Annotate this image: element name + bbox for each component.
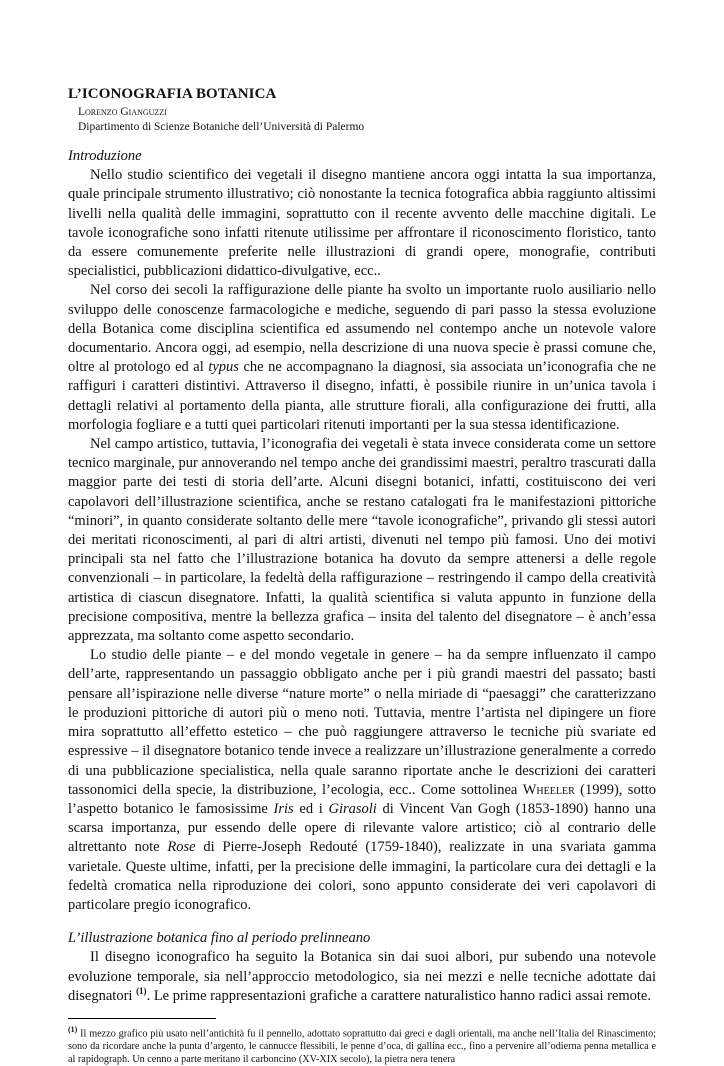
footnote-reference[interactable]: (1) [136, 985, 147, 996]
text-run: Nel corso dei secoli la raffigurazione delle piante ha svolto un importante ruolo ausiliario nello sviluppo delle conoscenze farmacologiche e mediche, seguendo di pari passo la stessa evoluzione della Botanica come disciplina scientifica ed assumendo nel contempo anche un notevole valore documentario. Ancora oggi, ad esempio, nella descrizione di una nuova specie è prassi comune che, oltre al protologo ed al [68, 282, 656, 376]
author-affiliation: Dipartimento di Scienze Botaniche dell’Università di Palermo [78, 121, 365, 133]
text-run: Lo studio delle piante – e del mondo vegetale in genere – ha da sempre influenzato il campo dell’arte, rappresentando un passaggio obbligato anche per i più grandi maestri del passato; basti pensare all’ispirazione nelle diverse “nature morte” o nella miriade di “paesaggi” che caratterizzano le produzioni pittoriche di autori più o meno noti. Tuttavia, mentre l’artista nel dipingere un fiore mira soprattutto all’effetto estetico – che può raggiungere attraverso le tecniche più svariate ed espressive – il disegnatore botanico tende invece a realizzare un’illustrazione generalmente a corredo di una pubblicazione specialistica, nella quale saranno riportate anche le descrizioni dei caratteri tassonomici della specie, la distribuzione, l’ecologia, ecc.. Come sottolinea [68, 647, 656, 798]
author-line [78, 105, 656, 120]
footnote-1 [68, 1023, 656, 1066]
intro-paragraph-4 [68, 646, 656, 915]
footnote-separator [68, 1018, 216, 1019]
section-heading-introduzione: Introduzione [68, 148, 142, 164]
text-run: che ne accompagnano la diagnosi, sia associata un’iconografia che ne raffiguri i caratteri distintivi. Attraverso il disegno, infatti, è possibile riunire in un’unica tavola i dettagli relativi al portamento della pianta, alle strutture fiorali, alla configurazione dei frutti, alla morfologia fogliare e a tutti quei particolari ritenuti importanti per la sua stessa identificazione. [68, 359, 656, 433]
author-last-name: Gianguzzi [120, 106, 167, 118]
intro-paragraph-2 [68, 281, 656, 435]
intro-paragraph-1: Nello studio scientifico dei vegetali il disegno mantiene ancora oggi intatta la sua importanza, quale principale strumento illustrativo; ciò nonostante la tecnica fotografica abbia raggiunto altissimi livelli nella qualità delle immagini, soprattutto con il recente avvento delle macchine digitali. Le tavole iconografiche sono infatti ritenute utilissime per affrontare il riconoscimento floristico, tanto da essere comunemente preferite nelle illustrazioni di grandi opere, monografie, contributi specialistici, pubblicazioni didattico-divulgative, ecc.. [68, 167, 656, 280]
paper-title: L’ICONOGRAFIA BOTANICA [68, 86, 277, 102]
italic-term-iris: Iris [273, 800, 294, 817]
text-run: di Pierre-Joseph Redouté (1759-1840), realizzate in una svariata gamma varietale. Queste ultime, infatti, per la precisione delle immagini, la particolare cura dei dettagli e la fedeltà cromatica nella riproduzione dei colori, sono appunto considerate dei veri capolavori di particolare pregio iconografico. [68, 839, 657, 913]
footnote-mark: (1) [68, 1024, 78, 1034]
text-run: di Vincent Van Gogh (1853-1890) hanno una scarsa importanza, pur essendo delle opere di rilevante valore artistico; ciò al contrario delle altrettanto note [68, 800, 656, 856]
section-spacer [68, 915, 656, 929]
text-run: (1999), sotto l’aspetto botanico le famosissime [68, 781, 656, 817]
citation-author: Wheeler [522, 781, 575, 798]
italic-term-girasoli: Girasoli [328, 800, 377, 817]
section2-paragraph-1 [68, 948, 656, 1006]
page-content [68, 86, 656, 1066]
italic-term-typus: typus [208, 359, 239, 376]
footnote-text: Il mezzo grafico più usato nell’antichità fu il pennello, adottato soprattutto dai greci e dagli orientali, ma anche nell’Italia del Rinascimento; sono da ricordare anche la punta d’argento, le cannucce flessibili, le penne d’oca, di gallina ecc., fino a pervenire all’odierna penna metallica e al rapidograph. Un cenno a parte meritano il carboncino (XV-XIX secolo), la pietra nera tenera [68, 1028, 656, 1066]
author-first-name: Lorenzo [78, 106, 118, 118]
italic-term-rose: Rose [167, 839, 196, 856]
text-run: ed i [293, 800, 329, 817]
intro-paragraph-3: Nel campo artistico, tuttavia, l’iconografia dei vegetali è stata invece considerata come un settore tecnico marginale, pur annoverando nel tempo anche dei grandissimi maestri, peraltro trascurati dalla maggior parte dei testi di storia dell’arte. Alcuni disegni botanici, infatti, costituiscono dei veri capolavori dell’illustrazione scientifica, anche se restano catalogati fra le manifestazioni pittoriche “minori”, in quanto considerate soltanto delle mere “tavole iconografiche”, privando gli stessi autori dei meritati riconoscimenti, al pari di altri artisti, divenuti nel tempo più famosi. Uno dei motivi principali sta nel fatto che l’illustrazione botanica ha dovuto da sempre attenersi a delle regole convenzionali – in particolare, la fedeltà della raffigurazione – restringendo il campo della creatività artistica di ciascun disegnatore. Infatti, la qualità scientifica si valuta appunto in funzione della precisione compositiva, mentre la bellezza grafica – insita del talento del disegnatore – è anch’essa apprezzata, ma soltanto come aspetto secondario. [68, 436, 656, 645]
section-heading-illustrazione: L’illustrazione botanica fino al periodo prelinneano [68, 930, 371, 947]
text-run: . Le prime rappresentazioni grafiche a carattere naturalistico hanno radici assai remote. [146, 987, 651, 1004]
text-run: Il disegno iconografico ha seguito la Botanica sin dai suoi albori, pur subendo una notevole evoluzione temporale, sia nell’approccio metodologico, sia nei mezzi e nelle tecniche adottate dai disegnatori [68, 949, 656, 1004]
